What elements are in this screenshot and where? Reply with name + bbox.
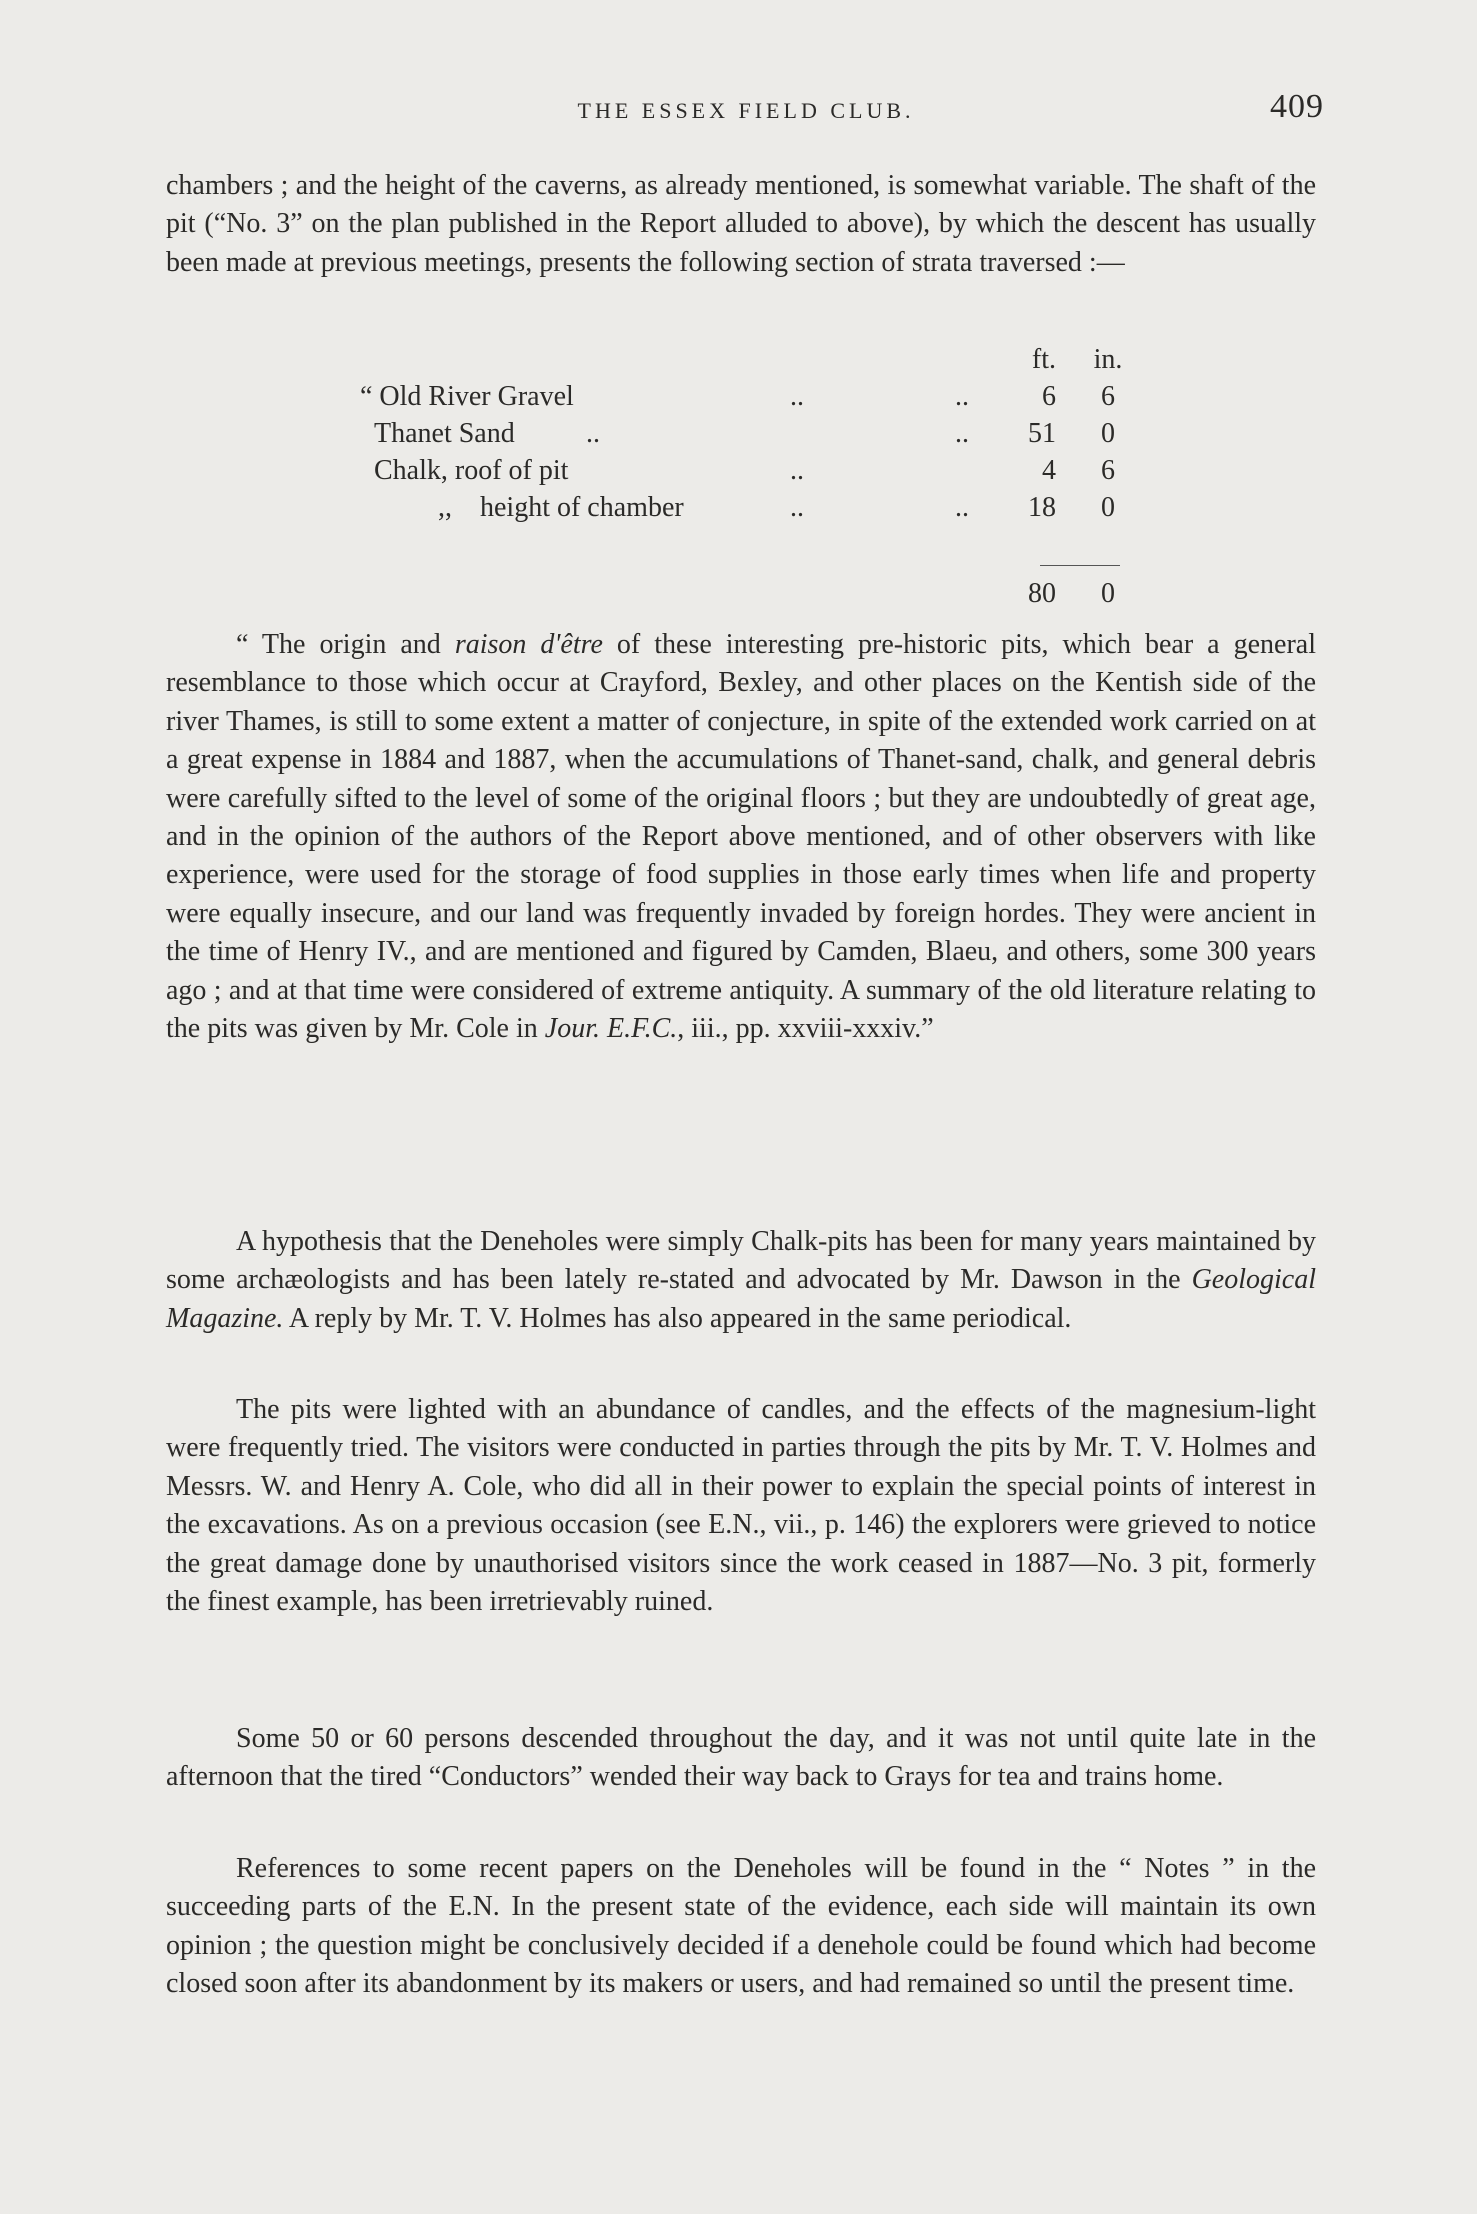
paragraph-text: Some 50 or 60 persons descended throughout the day, and it was not until quite late in the afternoon that the tired “Conductors” wended their way back to Grays for tea and trains home. (166, 1723, 1316, 1793)
total-ft: 80 (1028, 578, 1056, 609)
running-head: THE ESSEX FIELD CLUB. (577, 98, 915, 123)
page-number: 409 (1270, 88, 1324, 125)
paragraph-references (166, 1850, 1316, 2004)
stratum-ft: 18 (1028, 492, 1056, 523)
table-row (360, 381, 1160, 418)
intro-text: chambers ; and the height of the caverns, as already mentioned, is somewhat variable. The shaft of the pit (“No. 3” on the plan published in the Report alluded to above), by which the descent has usually been made at previous meetings, presents the following section of strata traversed :— (166, 170, 1316, 278)
table-row (360, 418, 1160, 455)
col-ft-header: ft. (1031, 344, 1056, 375)
paragraph-text-part: A hypothesis that the Deneholes were simply Chalk-pits has been for many years maintained by some archæologists and has been lately re-stated and advocated by Mr. Dawson in the (166, 1226, 1316, 1296)
stratum-label: Thanet Sand (374, 418, 515, 449)
col-in-header: in. (1093, 344, 1123, 375)
stratum-in: 0 (1101, 418, 1115, 449)
paragraph-hypothesis (166, 1223, 1316, 1338)
total-in: 0 (1101, 578, 1115, 609)
stratum-ft: 51 (1028, 418, 1056, 449)
stratum-in: 6 (1101, 455, 1115, 486)
leader-dots: .. (955, 492, 969, 523)
paragraph-descent (166, 1720, 1316, 1797)
leader-dots: .. (790, 381, 804, 412)
quote-text-part: “ The origin and (236, 629, 455, 660)
journal-citation: Jour. E.F.C. (544, 1013, 678, 1045)
sum-rule (1040, 565, 1120, 566)
leader-dots: .. (586, 418, 600, 449)
stratum-label: Chalk, roof of pit (374, 455, 569, 486)
paragraph-text: The pits were lighted with an abundance of candles, and the effects of the magnesium-light were frequently tried. The visitors were conducted in parties through the pits by Mr. T. V. Holmes and Messrs. W. and Henry A. Cole, who did all in their power to explain the special points of interest in the excavations. As on a previous occasion (see E.N., vii., p. 146) the explorers were grieved to notice the great damage done by unauthorised visitors since the work ceased in 1887—No. 3 pit, formerly the finest example, has been irretrievably ruined. (166, 1394, 1316, 1618)
leader-dots: .. (790, 492, 804, 523)
intro-paragraph (166, 167, 1316, 282)
stratum-label: ,, height of chamber (438, 492, 684, 523)
stratum-in: 6 (1101, 381, 1115, 412)
leader-dots: .. (790, 455, 804, 486)
paragraph-lighting (166, 1391, 1316, 1621)
stratum-ft: 4 (1042, 455, 1056, 486)
table-header-row (360, 344, 1160, 381)
quote-text-part: , iii., pp. xxviii-xxxiv.” (677, 1013, 934, 1045)
periodical-title: Geological Magazine. (166, 1264, 1316, 1334)
quote-text-part: of these interesting pre-historic pits, which bear a general resemblance to those which occur at Crayford, Bexley, and other places on the Kentish side of the river Thames, is still to some extent a matter of conjecture, in spite of the extended work carried on at a great expense in 1884 and 1887, when the accumulations of Thanet-sand, chalk, and general debris were carefully sifted to the level of some of the original floors ; but they are undoubtedly of great age, and in the opinion of the authors of the Report above mentioned, and of other observers with like experience, were used for the storage of food supplies in those early times when life and property were equally insecure, and our land was frequently invaded by foreign hordes. They were ancient in the time of Henry IV., and are mentioned and figured by Camden, Blaeu, and others, some 300 years ago ; and at that time were considered of extreme antiquity. A summary of the old literature relating to the pits was given by Mr. Cole in (166, 629, 1317, 1045)
leader-dots: .. (955, 381, 969, 412)
stratum-in: 0 (1101, 492, 1115, 523)
strata-table (360, 344, 1160, 529)
table-row (360, 455, 1160, 492)
quote-italic-term: raison d'être (454, 629, 603, 660)
stratum-ft: 6 (1042, 381, 1056, 412)
table-row (360, 492, 1160, 529)
quote-text (166, 626, 1316, 1048)
page-header (164, 88, 1328, 138)
quoted-paragraph (166, 626, 1316, 1048)
paragraph-text (166, 1223, 1316, 1338)
leader-dots: .. (955, 418, 969, 449)
stratum-label: “ Old River Gravel (360, 381, 574, 412)
paragraph-text-part: A reply by Mr. T. V. Holmes has also appeared in the same periodical. (283, 1302, 1072, 1334)
table-total-row (1000, 578, 1200, 615)
paragraph-text: References to some recent papers on the Deneholes will be found in the “ Notes ” in the succeeding parts of the E.N. In the present state of the evidence, each side will maintain its own opinion ; the question might be conclusively decided if a denehole could be found which had become closed soon after its abandonment by its makers or users, and had remained so until the present time. (166, 1853, 1316, 2000)
